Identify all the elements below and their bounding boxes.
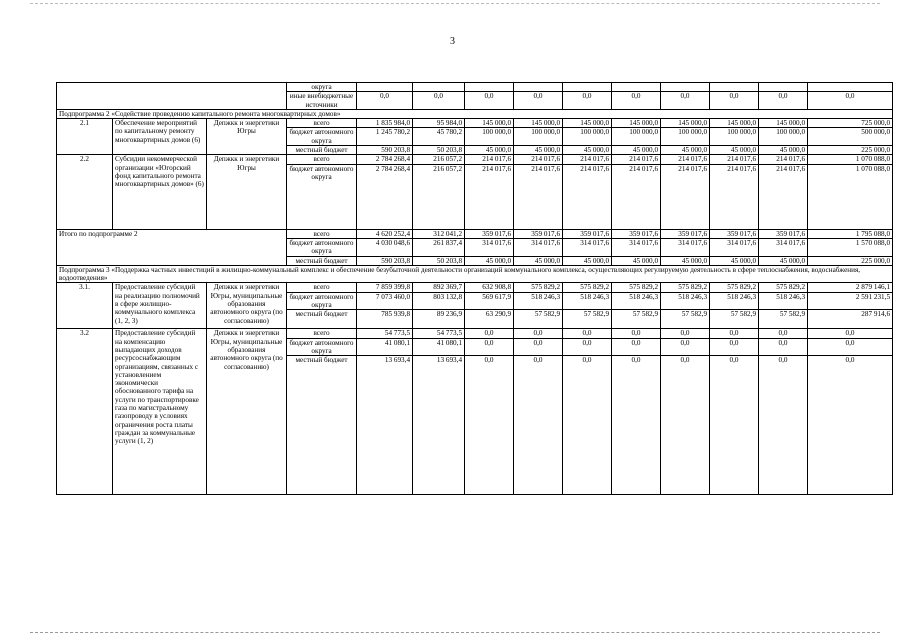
table-cell: 100 000,0 [612,128,661,146]
table-cell: 145 000,0 [514,119,563,128]
table-cell: 57 582,9 [514,310,563,329]
table-cell: 0,0 [465,338,514,356]
table-cell: 214 017,6 [759,164,808,229]
table-cell: 145 000,0 [710,119,759,128]
table-cell: бюджет автономного округа [287,238,357,256]
table-row [57,109,893,118]
table-cell: 2 784 268,4 [357,164,413,229]
table-cell [514,83,563,92]
table-row [57,119,893,128]
table-cell: Депжкк и энергетики Югры, муниципальные образования автономного округа (по согласованию) [207,329,287,495]
table-cell: бюджет автономного округа [287,338,357,356]
table-cell: местный бюджет [287,310,357,329]
table-cell: 0,0 [612,92,661,110]
table-cell: 45 000,0 [612,146,661,155]
table-cell: 518 246,3 [514,292,563,310]
table-cell: 45 000,0 [661,256,710,265]
table-cell: 314 017,6 [612,238,661,256]
table-cell [808,83,893,92]
table-cell: 0,0 [808,338,893,356]
table-cell: 3.1. [57,283,113,329]
table-cell: 45 000,0 [514,146,563,155]
table-cell: 214 017,6 [759,155,808,164]
table-cell: 2.1 [57,119,113,155]
scan-edge-bottom [30,632,880,633]
table-cell: 359 017,6 [514,229,563,238]
table-cell: 1 570 088,0 [808,238,893,256]
table-cell: 575 829,2 [514,283,563,292]
table-cell: 225 000,0 [808,146,893,155]
table-cell: 575 829,2 [612,283,661,292]
table-cell [759,83,808,92]
table-cell: 0,0 [514,329,563,338]
table-row [57,283,893,292]
table-cell: 575 829,2 [759,283,808,292]
table-cell: 100 000,0 [514,128,563,146]
table-cell: Обеспечение мероприятий по капитальному ремонту многоквартирных домов (6) [113,119,207,155]
table-cell: 50 203,8 [413,146,465,155]
table-cell: 0,0 [710,92,759,110]
table-cell: 359 017,6 [759,229,808,238]
table-cell: 287 914,6 [808,310,893,329]
table-cell: 518 246,3 [661,292,710,310]
table-cell: Депжкк и энергетики Югры, муниципальные образования автономного округа (по согласованию) [207,283,287,329]
table-row [57,229,893,238]
table-cell: 518 246,3 [563,292,612,310]
table-cell: 1 795 088,0 [808,229,893,238]
table-cell: 63 290,9 [465,310,514,329]
table-cell: 0,0 [514,338,563,356]
table-cell: 7 859 399,8 [357,283,413,292]
table-cell: 1 070 088,0 [808,155,893,164]
table-cell: 214 017,6 [465,155,514,164]
table-cell: 3.2 [57,329,113,495]
table-cell: 359 017,6 [661,229,710,238]
table-cell: 518 246,3 [612,292,661,310]
table-cell: 145 000,0 [759,119,808,128]
table-cell: 100 000,0 [465,128,514,146]
table-cell: 892 369,7 [413,283,465,292]
table-cell: 4 030 048,6 [357,238,413,256]
table-cell: 45 000,0 [710,146,759,155]
table-cell: всего [287,283,357,292]
table-cell: местный бюджет [287,356,357,495]
table-cell: 500 000,0 [808,128,893,146]
table-cell: 145 000,0 [661,119,710,128]
table-cell [710,83,759,92]
table-cell: 1 070 088,0 [808,164,893,229]
table-cell: 214 017,6 [710,164,759,229]
table-cell [357,83,413,92]
table-cell: 314 017,6 [759,238,808,256]
table-cell: 89 236,9 [413,310,465,329]
table-cell: 45 000,0 [563,256,612,265]
table-cell: 314 017,6 [563,238,612,256]
table-cell: 0,0 [808,92,893,110]
table-cell: 4 620 252,4 [357,229,413,238]
table-cell: 0,0 [759,92,808,110]
table-cell: 359 017,6 [465,229,514,238]
table-cell: 518 246,3 [710,292,759,310]
page-number: 3 [450,36,455,47]
table-cell: 0,0 [759,338,808,356]
table-cell: 45 000,0 [514,256,563,265]
table-cell: 2.2 [57,155,113,229]
table-cell: 2 879 146,1 [808,283,893,292]
table-cell [563,83,612,92]
table-cell: 0,0 [465,92,514,110]
table-cell: 0,0 [563,356,612,495]
table-cell: 214 017,6 [563,155,612,164]
table-cell: 0,0 [759,356,808,495]
table-cell: 359 017,6 [612,229,661,238]
table-cell: 0,0 [808,356,893,495]
table-cell: 590 203,8 [357,256,413,265]
table-cell: 45 780,2 [413,128,465,146]
table-cell: 45 000,0 [465,146,514,155]
table-cell: 57 582,9 [612,310,661,329]
table-cell: 0,0 [759,329,808,338]
table-cell: 45 000,0 [759,256,808,265]
table-cell: 54 773,5 [413,329,465,338]
table-cell: 45 000,0 [465,256,514,265]
table-cell: 95 984,0 [413,119,465,128]
table-cell: 100 000,0 [759,128,808,146]
scan-edge-top [30,3,880,4]
table-cell: 632 908,8 [465,283,514,292]
table-cell: 312 041,2 [413,229,465,238]
table-cell: 145 000,0 [465,119,514,128]
table-cell: 216 057,2 [413,155,465,164]
table-cell: 261 837,4 [413,238,465,256]
table-cell: 314 017,6 [465,238,514,256]
table-cell: 0,0 [612,356,661,495]
table-cell: 0,0 [612,329,661,338]
table-cell: Предоставление субсидий на компенсацию выпадающих доходов ресурсоснабжающим организациям, связанных с установлением экономически обоснованного тарифа на услуги по транспортировке газа по магистральному газопроводу в условиях ограничения роста платы граждан за коммунальные услуги (1, 2) [113,329,207,495]
table-cell: 214 017,6 [563,164,612,229]
table-cell: 1 245 780,2 [357,128,413,146]
table-cell: 216 057,2 [413,164,465,229]
table-cell: 57 582,9 [710,310,759,329]
table-cell: 2 591 231,5 [808,292,893,310]
table-row [57,155,893,164]
table-cell: 0,0 [357,92,413,110]
table-cell: 45 000,0 [661,146,710,155]
table-cell: Субсидии некоммерческой организации «Югорский фонд капитального ремонта многоквартирных домов» (6) [113,155,207,229]
table-cell: 590 203,8 [357,146,413,155]
table-cell: 314 017,6 [514,238,563,256]
budget-table [56,82,893,495]
table-cell: 314 017,6 [710,238,759,256]
table-cell: Подпрограмма 3 «Поддержка частных инвестиций в жилищно-коммунальный комплекс и обеспечение безубыточной деятельности организаций коммунального комплекса, осуществляющих регулируемую деятельность в сфере теплоснабжения, водоснабжения, водоотведения» [57,265,893,283]
table-cell: 575 829,2 [563,283,612,292]
table-cell: 214 017,6 [661,164,710,229]
table-cell: 2 784 268,4 [357,155,413,164]
table-cell: всего [287,329,357,338]
table-row [57,329,893,338]
table-cell: 0,0 [661,329,710,338]
table-cell: 0,0 [808,329,893,338]
table-cell: 45 000,0 [759,146,808,155]
table-cell: 0,0 [465,329,514,338]
table-cell: 0,0 [661,356,710,495]
table-cell: округа [287,83,357,92]
table-cell: 45 000,0 [563,146,612,155]
table-cell: Депжкк и энергетики Югры [207,119,287,155]
table-cell: 569 617,9 [465,292,514,310]
table-cell: иные внебюджетные источники [287,92,357,110]
table-cell: 0,0 [563,92,612,110]
table-cell: 41 080,1 [413,338,465,356]
table-cell: 214 017,6 [465,164,514,229]
table-cell: 100 000,0 [563,128,612,146]
table-cell: 0,0 [465,356,514,495]
table-cell: 50 203,8 [413,256,465,265]
table-cell: местный бюджет [287,146,357,155]
table-cell: бюджет автономного округа [287,128,357,146]
table-cell: 0,0 [563,329,612,338]
table-cell: 0,0 [563,338,612,356]
table-cell: бюджет автономного округа [287,292,357,310]
table-cell: 13 693,4 [357,356,413,495]
table-cell: 725 000,0 [808,119,893,128]
table-cell: 214 017,6 [514,155,563,164]
table-cell: Депжкк и энергетики Югры [207,155,287,229]
table-cell: 575 829,2 [661,283,710,292]
table-cell: 100 000,0 [661,128,710,146]
table-cell: 214 017,6 [612,155,661,164]
table-cell: 57 582,9 [759,310,808,329]
table-cell [661,83,710,92]
table-row [57,265,893,283]
table-cell: 57 582,9 [563,310,612,329]
table-cell: 785 939,8 [357,310,413,329]
table-cell: всего [287,119,357,128]
budget-table-body [57,83,893,495]
table-cell: 0,0 [710,338,759,356]
table-cell: 0,0 [514,356,563,495]
table-cell: 314 017,6 [661,238,710,256]
table-cell: 0,0 [710,356,759,495]
table-cell: 54 773,5 [357,329,413,338]
table-cell: бюджет автономного округа [287,164,357,229]
table-cell [413,83,465,92]
table-cell: Итого по подпрограмме 2 [57,229,287,265]
table-cell [57,83,287,110]
table-cell: всего [287,155,357,164]
table-row [57,83,893,92]
table-cell: 1 835 984,0 [357,119,413,128]
table-cell: всего [287,229,357,238]
table-cell: Предоставление субсидий на реализацию полномочий в сфере жилищно-коммунального комплекса (1, 2, 3) [113,283,207,329]
table-cell [612,83,661,92]
table-cell: 214 017,6 [710,155,759,164]
table-cell: 214 017,6 [661,155,710,164]
table-cell: местный бюджет [287,256,357,265]
table-cell: 7 073 460,0 [357,292,413,310]
table-cell: 803 132,8 [413,292,465,310]
table-cell: 0,0 [514,92,563,110]
table-cell: 0,0 [710,329,759,338]
table-cell: 225 000,0 [808,256,893,265]
table-cell: 214 017,6 [514,164,563,229]
table-cell: 57 582,9 [661,310,710,329]
table-cell: 0,0 [661,92,710,110]
table-cell: Подпрограмма 2 «Содействие проведению капитального ремонта многоквартирных домов» [57,109,893,118]
table-cell: 0,0 [612,338,661,356]
table-cell: 13 693,4 [413,356,465,495]
table-cell: 100 000,0 [710,128,759,146]
table-cell: 145 000,0 [563,119,612,128]
table-cell [465,83,514,92]
table-cell: 45 000,0 [710,256,759,265]
table-cell: 575 829,2 [710,283,759,292]
table-cell: 518 246,3 [759,292,808,310]
table-cell: 145 000,0 [612,119,661,128]
table-cell: 45 000,0 [612,256,661,265]
table-cell: 359 017,6 [710,229,759,238]
table-cell: 214 017,6 [612,164,661,229]
table-cell: 0,0 [413,92,465,110]
table-cell: 359 017,6 [563,229,612,238]
table-cell: 41 080,1 [357,338,413,356]
table-cell: 0,0 [661,338,710,356]
